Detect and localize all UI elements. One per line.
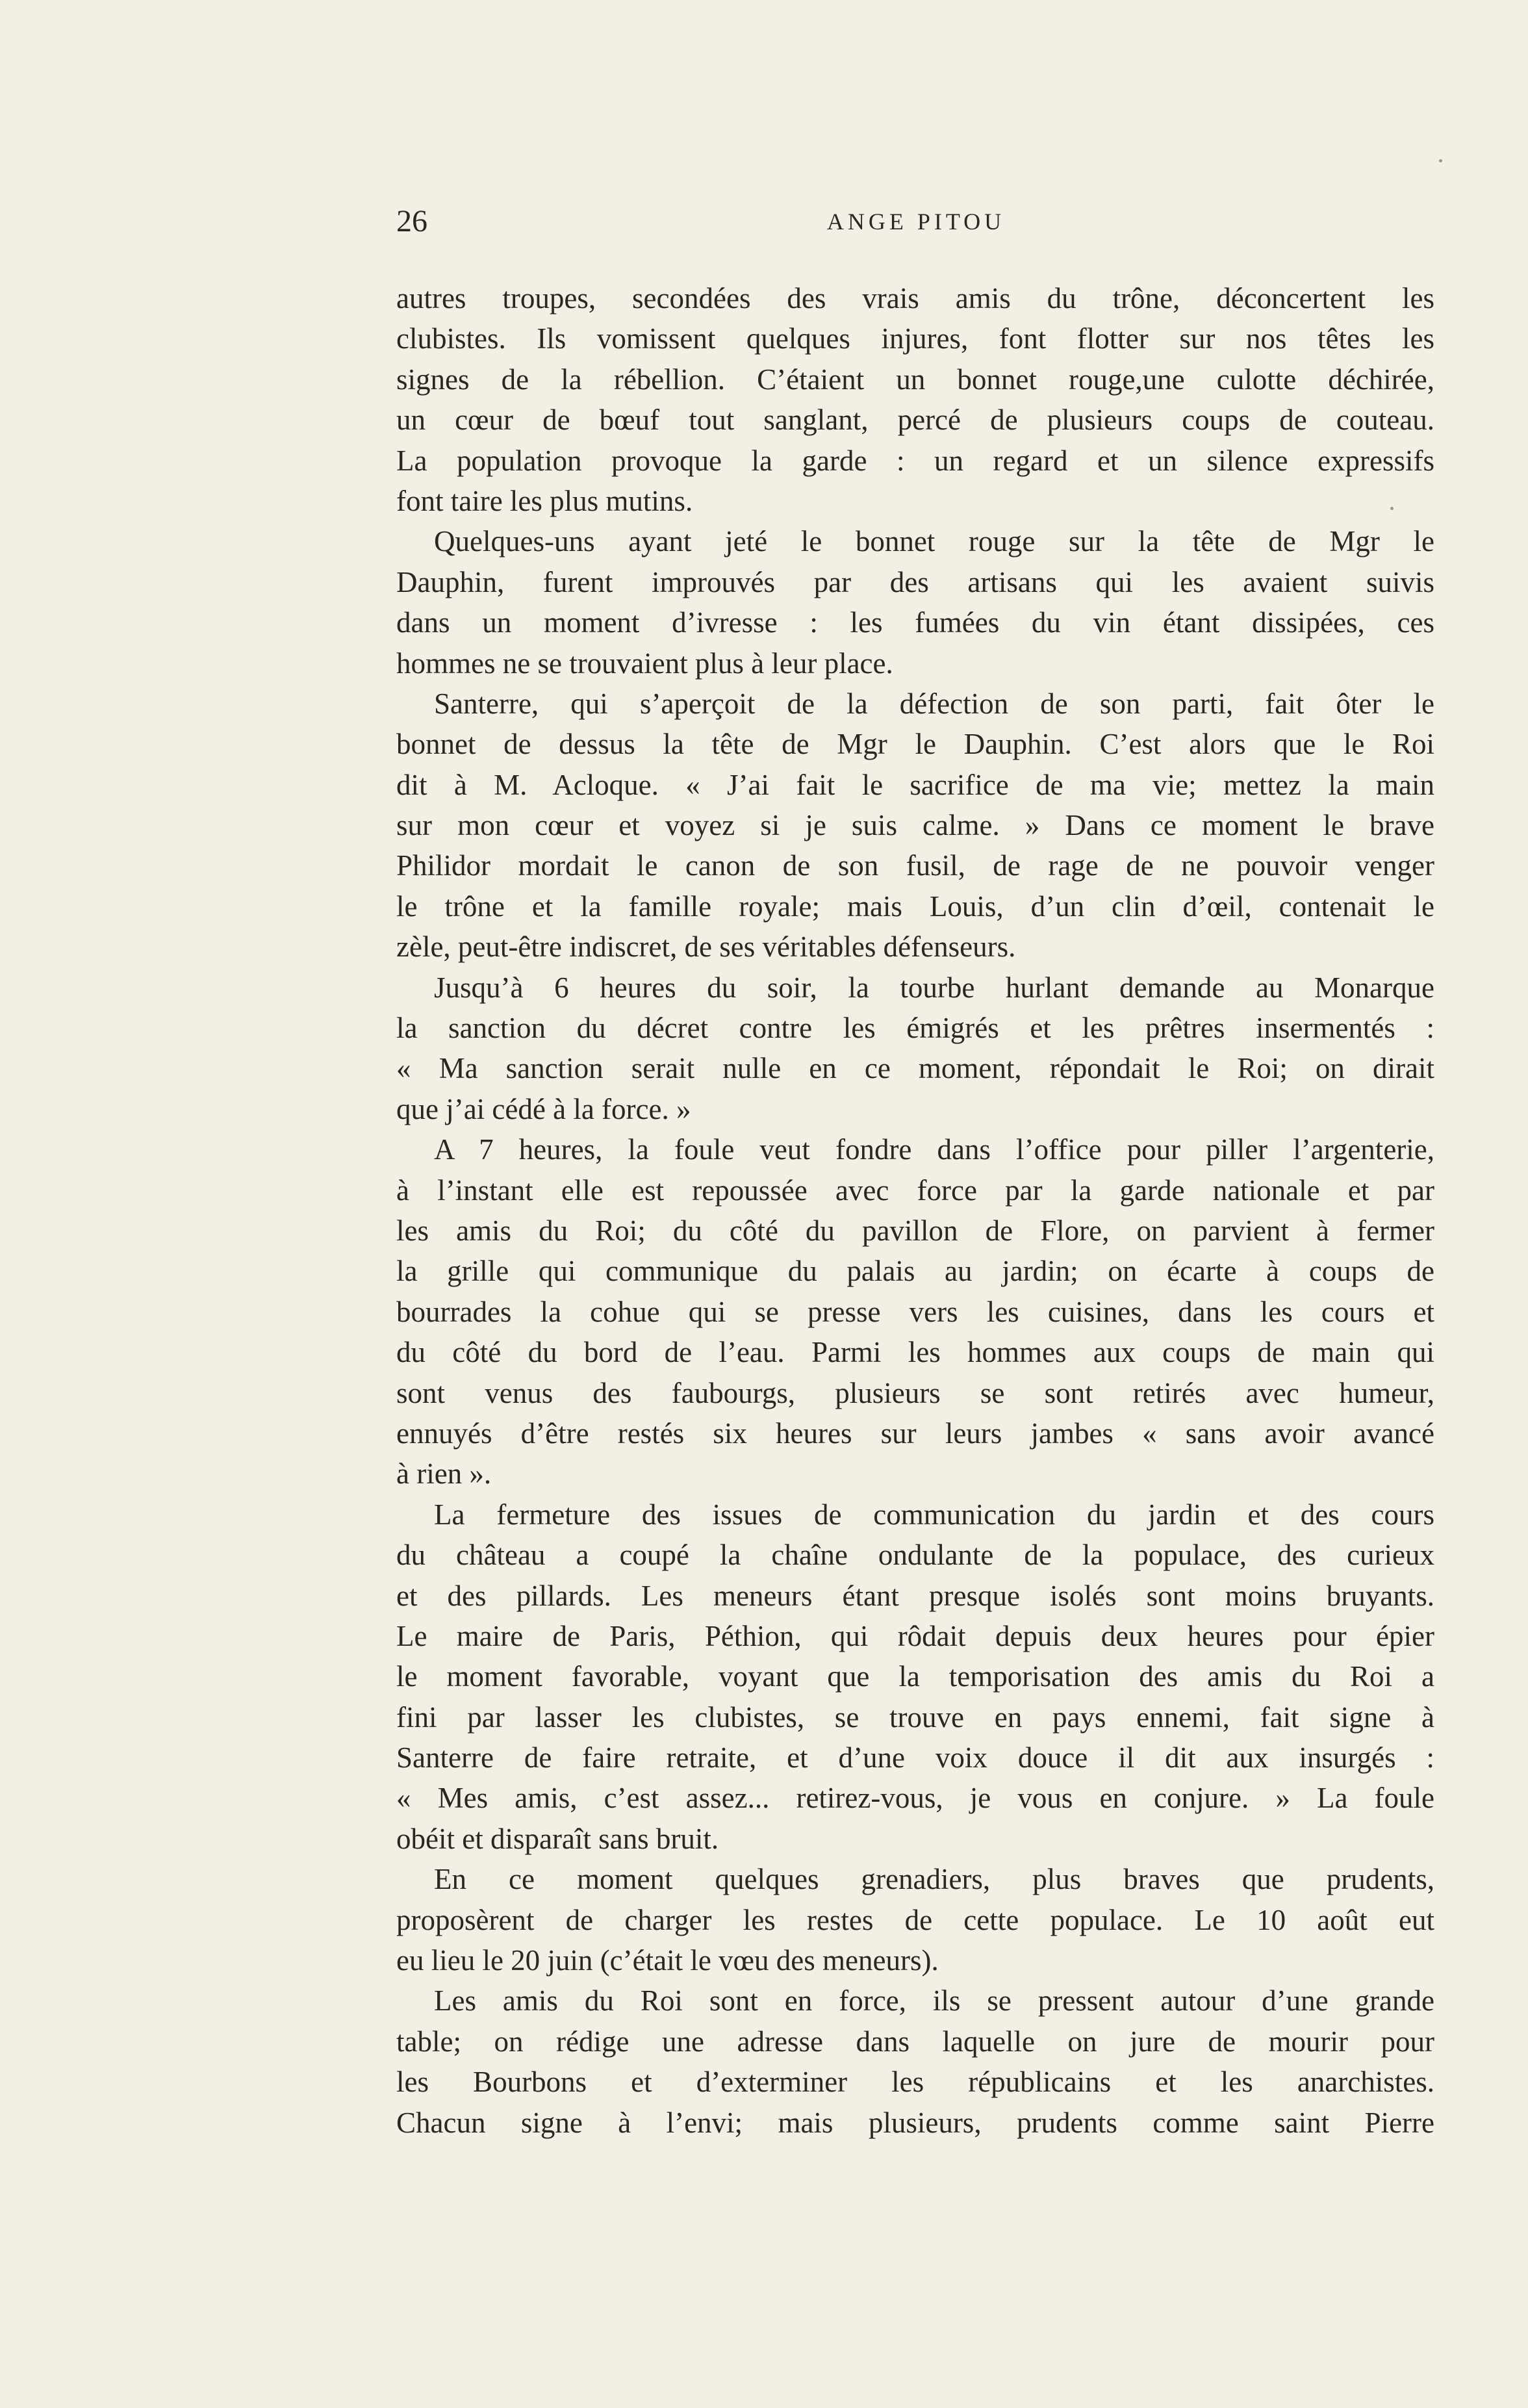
text-line: Les amis du Roi sont en force, ils se pressent autour d’une grande — [434, 1984, 1434, 2017]
paper-speck — [1390, 507, 1394, 510]
text-line: zèle, peut-être indiscret, de ses véritables défenseurs. — [396, 930, 1016, 964]
text-line: « Ma sanction serait nulle en ce moment, répondait le Roi; on dirait — [396, 1052, 1434, 1085]
body-text — [396, 278, 1434, 2143]
text-line: dans un moment d’ivresse : les fumées du vin étant dissipées, ces — [396, 606, 1434, 639]
text-line: La fermeture des issues de communication du jardin et des cours — [434, 1498, 1434, 1531]
running-title: ANGE PITOU — [826, 209, 1006, 235]
text-line: En ce moment quelques grenadiers, plus braves que prudents, — [434, 1863, 1434, 1896]
text-line: La population provoque la garde : un regard et un silence expressifs — [396, 444, 1434, 477]
text-line: dit à M. Acloque. « J’ai fait le sacrifice de ma vie; mettez la main — [396, 768, 1434, 801]
text-line: les Bourbons et d’exterminer les républicains et les anarchistes. — [396, 2066, 1434, 2099]
text-line: Jusqu’à 6 heures du soir, la tourbe hurlant demande au Monarque — [434, 971, 1434, 1004]
text-line: Dauphin, furent improuvés par des artisans qui les avaient suivis — [396, 565, 1434, 598]
paper-speck — [1439, 159, 1442, 162]
text-line: fini par lasser les clubistes, se trouve en pays ennemi, fait signe à — [396, 1700, 1434, 1734]
text-line: A 7 heures, la foule veut fondre dans l’office pour piller l’argenterie, — [434, 1133, 1434, 1166]
text-line: Santerre, qui s’aperçoit de la défection de son parti, fait ôter le — [434, 687, 1434, 720]
text-line: proposèrent de charger les restes de cette populace. Le 10 août eut — [396, 1903, 1434, 1936]
text-line: que j’ai cédé à la force. » — [396, 1092, 691, 1125]
text-line: table; on rédige une adresse dans laquelle on jure de mourir pour — [396, 2025, 1434, 2058]
text-line: à l’instant elle est repoussée avec force par la garde nationale et par — [396, 1173, 1434, 1207]
text-line: signes de la rébellion. C’étaient un bonnet rouge,une culotte déchirée, — [396, 363, 1434, 396]
text-line: Le maire de Paris, Péthion, qui rôdait depuis deux heures pour épier — [396, 1619, 1434, 1652]
text-line: la sanction du décret contre les émigrés et les prêtres insermentés : — [396, 1012, 1434, 1045]
text-line: obéit et disparaît sans bruit. — [396, 1822, 719, 1855]
text-line: à rien ». — [396, 1457, 492, 1491]
text-line: du château a coupé la chaîne ondulante de la populace, des curieux — [396, 1539, 1434, 1572]
text-line: hommes ne se trouvaient plus à leur place. — [396, 647, 893, 680]
text-line: bonnet de dessus la tête de Mgr le Dauphin. C’est alors que le Roi — [396, 728, 1434, 761]
text-line: Quelques-uns ayant jeté le bonnet rouge sur la tête de Mgr le — [434, 525, 1434, 558]
text-line: Chacun signe à l’envi; mais plusieurs, prudents comme saint Pierre — [396, 2106, 1434, 2139]
text-line: clubistes. Ils vomissent quelques injures, font flotter sur nos têtes les — [396, 322, 1434, 355]
text-line: « Mes amis, c’est assez... retirez-vous, je vous en conjure. » La foule — [396, 1782, 1434, 1815]
text-line: un cœur de bœuf tout sanglant, percé de plusieurs coups de couteau. — [396, 403, 1434, 437]
text-line: les amis du Roi; du côté du pavillon de Flore, on parvient à fermer — [396, 1214, 1434, 1247]
text-line: Santerre de faire retraite, et d’une voix douce il dit aux insurgés : — [396, 1741, 1434, 1774]
text-line: sont venus des faubourgs, plusieurs se sont retirés avec humeur, — [396, 1376, 1434, 1409]
text-line: autres troupes, secondées des vrais amis du trône, déconcertent les — [396, 282, 1434, 314]
text-line: font taire les plus mutins. — [396, 484, 693, 517]
text-line: Philidor mordait le canon de son fusil, de rage de ne pouvoir venger — [396, 849, 1434, 882]
text-line: ennuyés d’être restés six heures sur leurs jambes « sans avoir avancé — [396, 1416, 1434, 1450]
text-line: bourrades la cohue qui se presse vers les cuisines, dans les cours et — [396, 1295, 1434, 1328]
text-line: sur mon cœur et voyez si je suis calme. » Dans ce moment le brave — [396, 809, 1434, 842]
text-line: du côté du bord de l’eau. Parmi les hommes aux coups de main qui — [396, 1336, 1434, 1369]
running-head — [396, 199, 1436, 244]
text-line: eu lieu le 20 juin (c’était le vœu des meneurs). — [396, 1944, 939, 1977]
page-number: 26 — [396, 204, 427, 238]
text-line: le trône et la famille royale; mais Louis, d’un clin d’œil, contenait le — [396, 890, 1434, 923]
text-line: la grille qui communique du palais au jardin; on écarte à coups de — [396, 1255, 1434, 1288]
text-line: et des pillards. Les meneurs étant presque isolés sont moins bruyants. — [396, 1579, 1434, 1612]
text-line: le moment favorable, voyant que la temporisation des amis du Roi a — [396, 1660, 1434, 1693]
